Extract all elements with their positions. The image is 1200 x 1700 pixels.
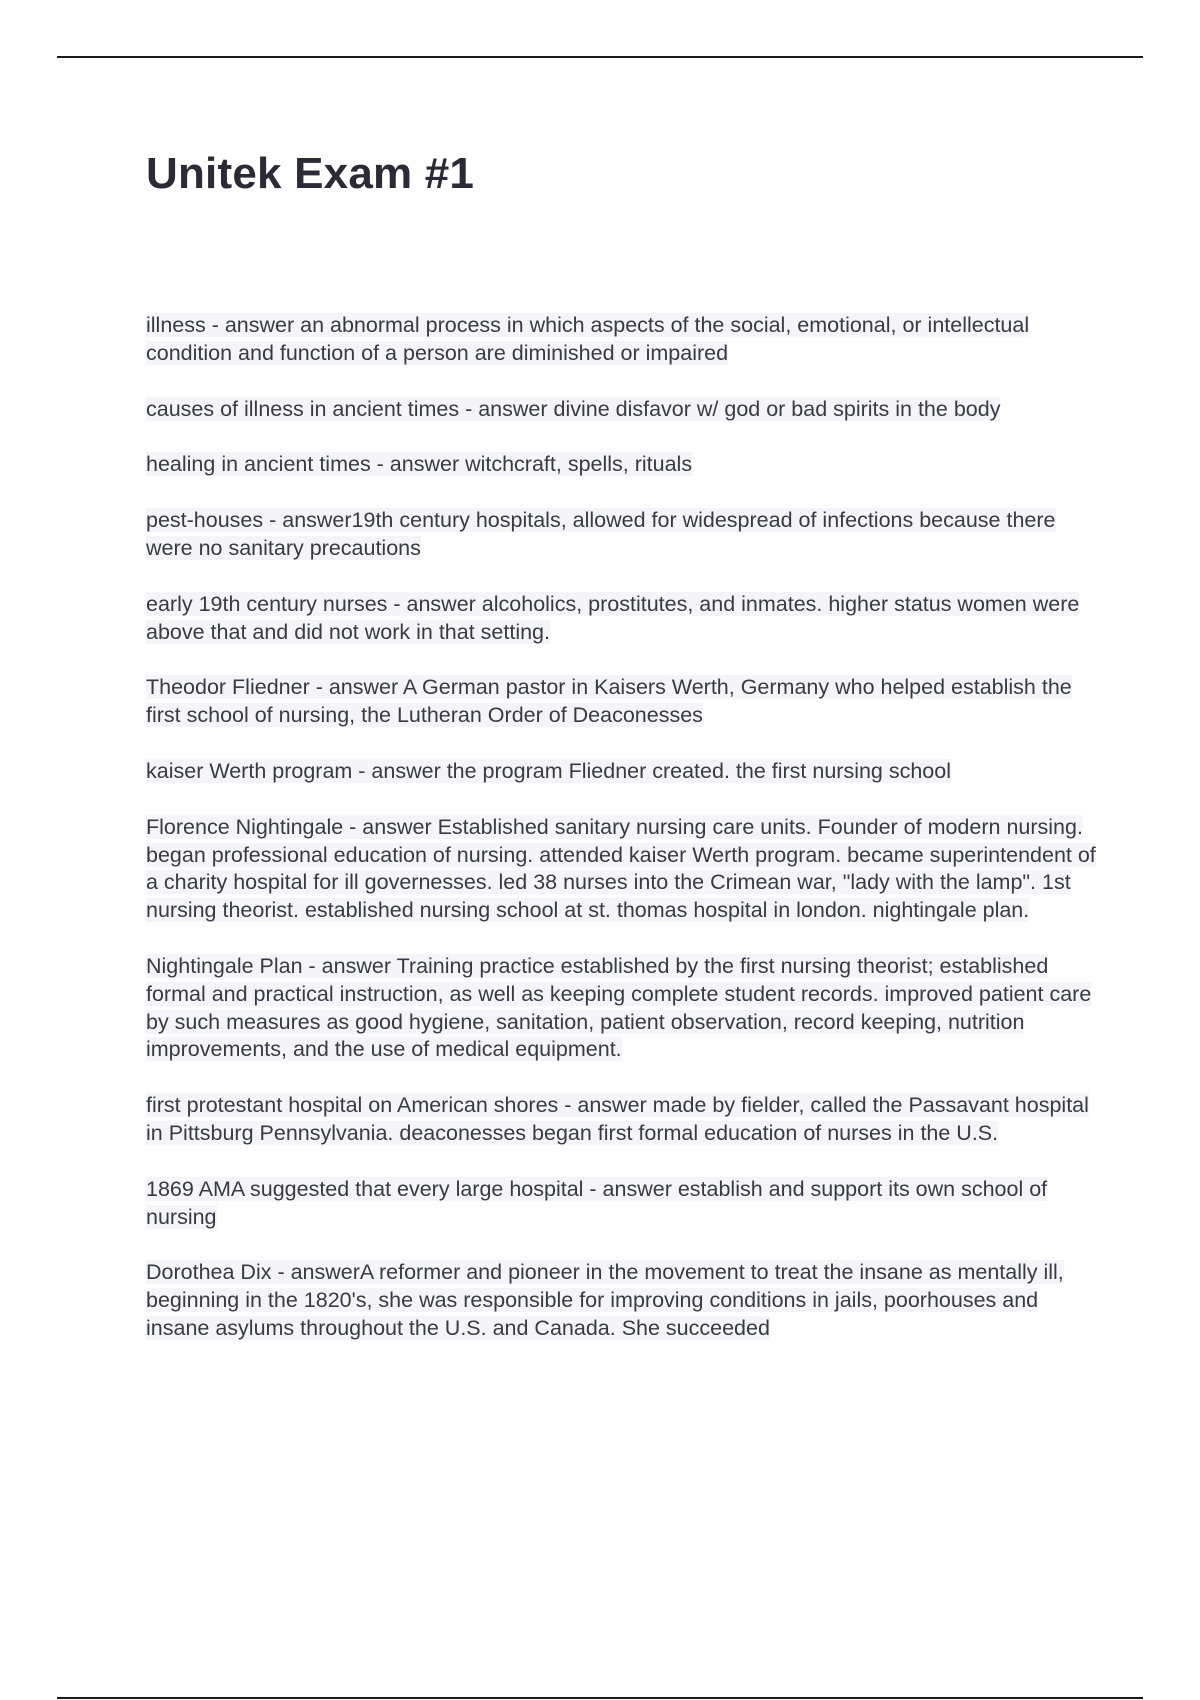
list-item xyxy=(146,396,1096,424)
flashcard-text: Nightingale Plan - answer Training practice established by the first nursing theorist; established formal and practical instruction, as well as keeping complete student records. improved patient care by such measures as good hygiene, sanitation, patient observation, record keeping, nutrition improvements, and the use of medical equipment. xyxy=(146,953,1092,1062)
flashcard-text: early 19th century nurses - answer alcoholics, prostitutes, and inmates. higher status women were above that and did not work in that setting. xyxy=(146,591,1080,644)
list-item xyxy=(146,507,1096,563)
flashcard-list xyxy=(146,312,1096,1371)
flashcard-text: Dorothea Dix - answerA reformer and pioneer in the movement to treat the insane as mentally ill, beginning in the 1820's, she was responsible for improving conditions in jails, poorhouses and insane asylums throughout the U.S. and Canada. She succeeded xyxy=(146,1260,1064,1340)
list-item xyxy=(146,1176,1096,1232)
list-item xyxy=(146,953,1096,1064)
flashcard-text: first protestant hospital on American shores - answer made by fielder, called the Passavant hospital in Pittsburg Pennsylvania. deaconesses began first formal education of nurses in the U.S. xyxy=(146,1093,1089,1145)
flashcard-text: kaiser Werth program - answer the program Fliedner created. the first nursing school xyxy=(146,758,952,783)
list-item xyxy=(146,758,1096,786)
list-item xyxy=(146,591,1096,647)
list-item xyxy=(146,312,1096,368)
flashcard-text: healing in ancient times - answer witchcraft, spells, rituals xyxy=(146,452,693,477)
top-divider xyxy=(57,56,1143,58)
list-item xyxy=(146,814,1096,925)
flashcard-text: Florence Nightingale - answer Established sanitary nursing care units. Founder of modern nursing. began professional education of nursing. attended kaiser Werth program. became superintendent of a charity hospital for ill governesses. led 38 nurses into the Crimean war, "lady with the lamp". 1st nursing theorist. established nursing school at st. thomas hospital in london. nightingale plan. xyxy=(146,814,1096,923)
bottom-divider xyxy=(57,1697,1143,1699)
flashcard-text: 1869 AMA suggested that every large hospital - answer establish and support its own school of nursing xyxy=(146,1176,1048,1229)
list-item xyxy=(146,451,1096,479)
list-item xyxy=(146,1259,1096,1342)
flashcard-text: pest-houses - answer19th century hospitals, allowed for widespread of infections because there were no sanitary precautions xyxy=(146,508,1056,560)
list-item xyxy=(146,674,1096,730)
flashcard-text: illness - answer an abnormal process in which aspects of the social, emotional, or intellectual condition and function of a person are diminished or impaired xyxy=(146,313,1030,365)
flashcard-text: causes of illness in ancient times - answer divine disfavor w/ god or bad spirits in the body xyxy=(146,396,1001,421)
flashcard-text: Theodor Fliedner - answer A German pastor in Kaisers Werth, Germany who helped establish the first school of nursing, the Lutheran Order of Deaconesses xyxy=(146,675,1072,728)
page-title: Unitek Exam #1 xyxy=(146,149,475,198)
list-item xyxy=(146,1092,1096,1148)
